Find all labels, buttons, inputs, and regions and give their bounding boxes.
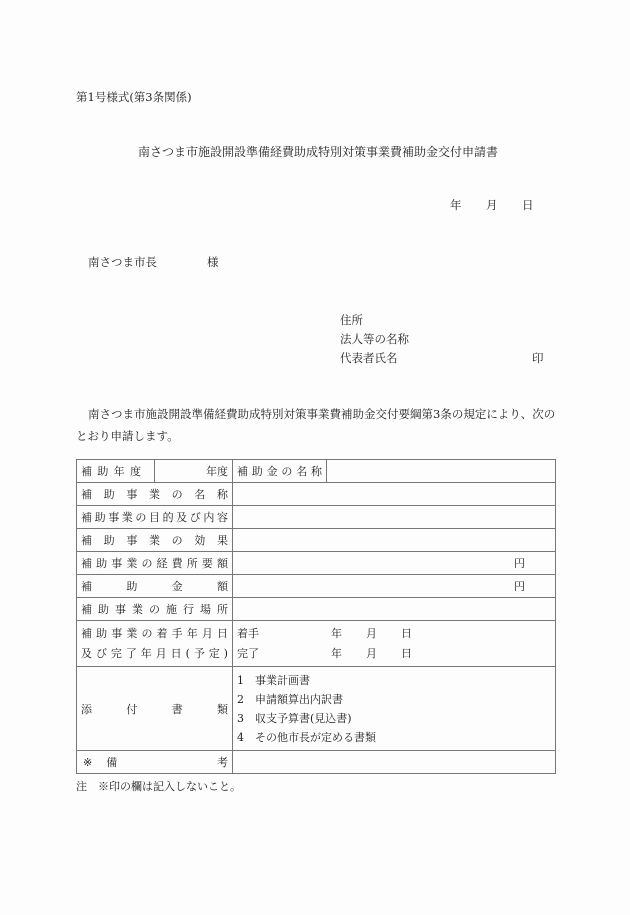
location-field[interactable] <box>233 598 556 621</box>
cost-unit: 円 <box>514 557 525 570</box>
label-char: ( <box>185 646 190 660</box>
label-char: 付 <box>126 702 138 716</box>
addressee-honorific: 様 <box>207 255 219 269</box>
remarks-label <box>77 751 233 774</box>
attachment-number: 2 <box>237 692 244 706</box>
table-row <box>77 483 556 506</box>
label-char: 助 <box>96 626 108 640</box>
table-row <box>77 529 556 552</box>
label-char: 業 <box>148 488 160 501</box>
attachment-number: 1 <box>237 673 244 687</box>
date-day: 日 <box>522 198 534 212</box>
label-char: 目 <box>148 511 160 524</box>
year-field[interactable] <box>155 460 233 483</box>
start-year: 年 <box>331 626 342 640</box>
dates-field[interactable] <box>233 621 556 667</box>
label-char: 年 <box>186 626 198 640</box>
label-char: 備 <box>106 756 118 769</box>
label-char: の <box>171 488 183 501</box>
attachment-item <box>237 671 551 690</box>
label-char: 容 <box>216 511 228 524</box>
end-date-row <box>237 644 551 664</box>
label-char: 内 <box>203 511 215 524</box>
label-char: 的 <box>162 511 174 524</box>
corp-name-label: 法人等の名称 <box>340 332 409 346</box>
attachments-field <box>233 667 556 751</box>
label-char: 場 <box>200 603 211 616</box>
end-label: 完了 <box>237 646 259 660</box>
seal-mark: 印 <box>532 351 544 365</box>
label-char: 称 <box>216 488 228 501</box>
table-row <box>77 575 556 598</box>
label-char: 所 <box>186 557 198 570</box>
label-char: 業 <box>126 626 138 640</box>
label-char: び <box>189 511 201 524</box>
label-char: 及 <box>176 511 188 524</box>
label-char: 事 <box>126 488 138 501</box>
start-month: 月 <box>366 626 377 640</box>
label-char: 助 <box>103 534 115 547</box>
label-char: ※ <box>83 756 93 769</box>
cost-field[interactable] <box>233 552 556 575</box>
label-char: 着 <box>156 626 168 640</box>
attachment-number: 3 <box>237 711 244 725</box>
attachments-label <box>77 667 233 751</box>
label-char: 補 <box>81 534 92 547</box>
location-label <box>77 598 233 621</box>
end-day: 日 <box>401 646 412 660</box>
end-year: 年 <box>331 646 342 660</box>
label-char: の <box>171 534 183 547</box>
label-char: 日 <box>170 646 182 660</box>
label-char: 完 <box>110 646 122 660</box>
label-char: 及 <box>81 646 92 660</box>
label-char: 業 <box>121 511 133 524</box>
label-char: 定 <box>208 646 220 660</box>
remarks-field[interactable] <box>233 751 556 774</box>
grant-unit: 円 <box>514 580 525 593</box>
label-char: 効 <box>194 534 206 547</box>
label-char: 補 <box>81 557 92 570</box>
label-char: 補 <box>81 465 92 478</box>
label-char: の <box>141 626 153 640</box>
grant-amount-label <box>77 575 233 598</box>
grant-amount-field[interactable] <box>233 575 556 598</box>
label-char: 所 <box>217 603 228 616</box>
year-suffix: 年度 <box>206 465 228 478</box>
label-char: 事 <box>126 534 138 547</box>
address-label: 住所 <box>340 313 363 327</box>
label-char: 類 <box>216 702 228 716</box>
label-char: の <box>135 511 147 524</box>
label-char: 事 <box>108 511 120 524</box>
label-char: 補 <box>81 488 92 501</box>
label-char: 額 <box>216 557 228 570</box>
label-char: 名 <box>296 465 308 478</box>
label-char: 予 <box>193 646 205 660</box>
application-table <box>76 459 556 774</box>
label-char: 助 <box>126 580 138 593</box>
attachment-item <box>237 728 551 747</box>
label-char: 補 <box>81 603 92 616</box>
purpose-label <box>77 506 233 529</box>
label-char: 助 <box>94 511 106 524</box>
grant-name-field[interactable] <box>327 460 556 483</box>
label-char: の <box>141 557 153 570</box>
start-label: 着手 <box>237 626 259 640</box>
table-row <box>77 621 556 667</box>
label-char: 事 <box>111 626 123 640</box>
effect-label <box>77 529 233 552</box>
table-row <box>77 667 556 751</box>
label-char: 業 <box>126 557 138 570</box>
label-char: 要 <box>201 557 213 570</box>
label-char: 月 <box>201 626 213 640</box>
label-char: 了 <box>125 646 137 660</box>
label-char: 補 <box>237 465 248 478</box>
table-row <box>77 460 556 483</box>
dates-label <box>77 621 233 667</box>
start-date-row <box>237 624 551 644</box>
start-day: 日 <box>401 626 412 640</box>
label-char: 補 <box>81 580 92 593</box>
label-char: 名 <box>194 488 206 501</box>
label-char: 業 <box>148 534 160 547</box>
table-row <box>77 552 556 575</box>
end-month: 月 <box>366 646 377 660</box>
label-char: 助 <box>251 465 263 478</box>
label-char: 年 <box>113 465 125 478</box>
grant-name-label <box>233 460 327 483</box>
label-char: 事 <box>115 603 126 616</box>
attachment-number: 4 <box>237 730 244 744</box>
table-row <box>77 751 556 774</box>
year-label <box>77 460 155 483</box>
label-char: 補 <box>81 626 92 640</box>
effect-field[interactable] <box>233 529 556 552</box>
project-name-label <box>77 483 233 506</box>
label-char: 業 <box>132 603 143 616</box>
label-char: 度 <box>129 465 141 478</box>
label-char: 手 <box>171 626 183 640</box>
attachment-text: 申請額算出内訳書 <box>255 692 343 706</box>
attachment-item <box>237 690 551 709</box>
label-char: 額 <box>216 580 228 593</box>
footnote: 注 ※印の欄は記入しないこと。 <box>76 780 241 793</box>
intro-paragraph: 南さつま市施設開設準備経費助成特別対策事業費補助金交付要綱第3条の規定により、次のとおり申請します。 <box>76 407 556 443</box>
label-char: 考 <box>217 756 228 769</box>
attachment-text: その他市長が定める書類 <box>255 730 376 744</box>
label-char: の <box>281 465 293 478</box>
label-char: び <box>95 646 107 660</box>
label-char: 費 <box>171 557 183 570</box>
date-month: 月 <box>486 198 498 212</box>
label-char: 日 <box>216 626 228 640</box>
label-char: 金 <box>266 465 278 478</box>
table-row <box>77 506 556 529</box>
label-char: 経 <box>156 557 168 570</box>
label-char: 助 <box>96 557 108 570</box>
date-year: 年 <box>450 198 462 212</box>
label-char: 果 <box>216 534 228 547</box>
document-title: 南さつま市施設開設準備経費助成特別対策事業費補助金交付申請書 <box>138 145 499 159</box>
label-char: 年 <box>140 646 152 660</box>
attachment-text: 収支予算書(見込書) <box>255 711 352 725</box>
label-char: 助 <box>97 465 109 478</box>
project-name-field[interactable] <box>233 483 556 506</box>
label-char: 添 <box>81 702 92 716</box>
addressee-name: 南さつま市長 <box>88 255 157 269</box>
label-char: 施 <box>166 603 177 616</box>
label-char: ) <box>223 646 228 660</box>
label-char: 称 <box>310 465 322 478</box>
label-char: 事 <box>111 557 123 570</box>
label-char: の <box>149 603 160 616</box>
label-char: 書 <box>171 702 183 716</box>
table-row <box>77 598 556 621</box>
label-char: 助 <box>98 603 109 616</box>
label-char: 金 <box>171 580 183 593</box>
attachment-item <box>237 709 551 728</box>
attachment-text: 事業計画書 <box>255 673 310 687</box>
representative-label: 代表者氏名 <box>340 351 398 365</box>
form-number: 第1号様式(第3条関係) <box>76 90 192 104</box>
label-char: 助 <box>103 488 115 501</box>
label-char: 月 <box>155 646 167 660</box>
purpose-field[interactable] <box>233 506 556 529</box>
label-char: 補 <box>81 511 92 524</box>
label-char: 行 <box>183 603 194 616</box>
cost-label <box>77 552 233 575</box>
